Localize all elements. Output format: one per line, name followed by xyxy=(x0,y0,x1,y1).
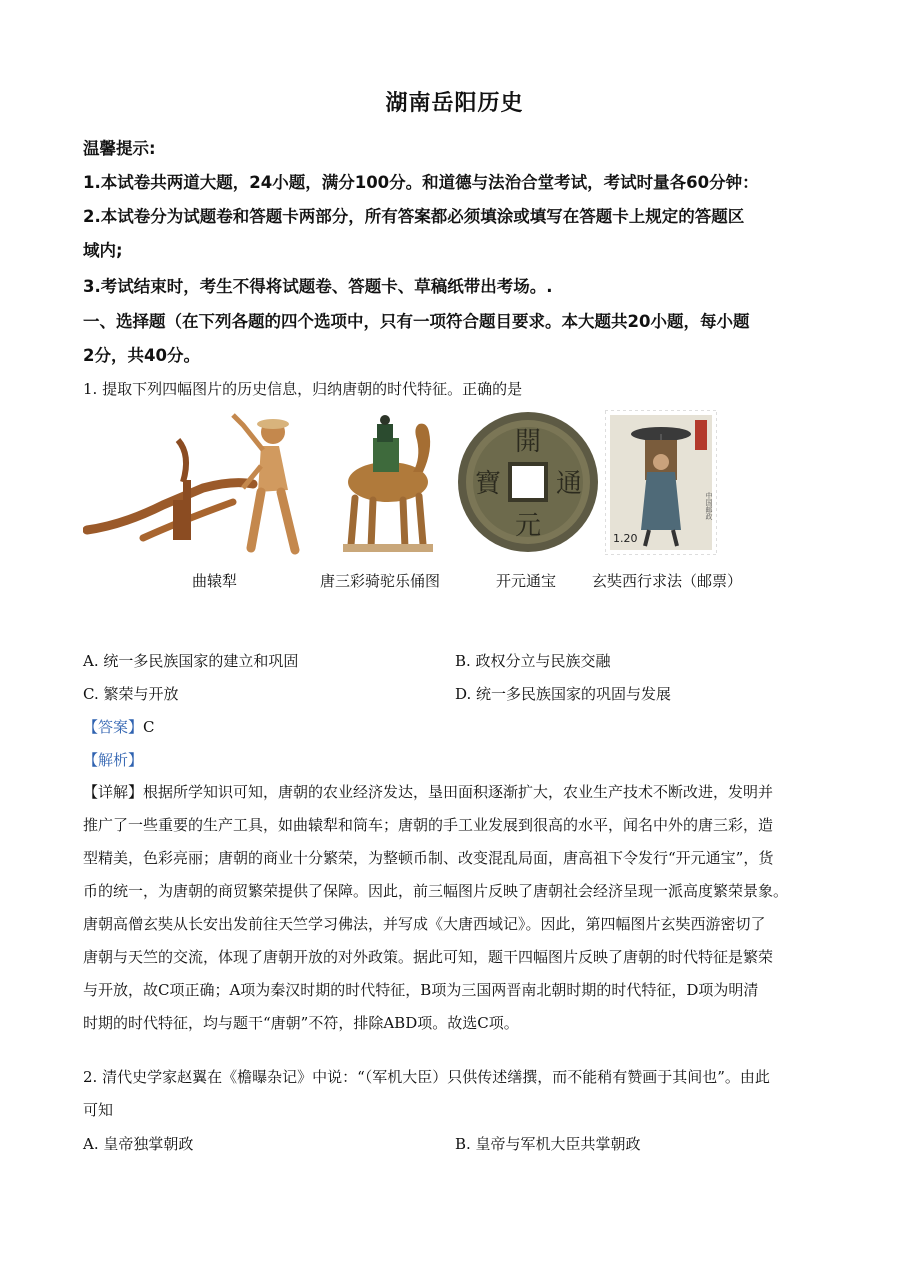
detail-line: 唐朝与天竺的交流，体现了唐朝开放的对外政策。据此可知，题干四幅图片反映了唐朝的时代特征是繁荣 xyxy=(83,948,774,966)
coin-char-bottom: 元 xyxy=(514,511,542,541)
detail-line: 唐朝高僧玄奘从长安出发前往天竺学习佛法，并写成《大唐西域记》。因此，第四幅图片玄奘西游密切了 xyxy=(83,915,766,933)
tip-line-1: 1.本试卷共两道大题，24小题，满分100分。和道德与法治合堂考试，考试时量各60分钟： xyxy=(83,173,759,192)
detail-line: 时期的时代特征，均与题干“唐朝”不符，排除ABD项。故选C项。 xyxy=(83,1014,519,1032)
tip-line-2a: 2.本试卷分为试题卷和答题卡两部分，所有答案都必须填涂或填写在答题卡上规定的答题区 xyxy=(83,207,745,226)
stamp-country: 中国邮政 xyxy=(705,492,713,520)
q1-detail xyxy=(83,776,843,1040)
q2-option-a: A. 皇帝独掌朝政 xyxy=(83,1135,194,1153)
stamp-image xyxy=(605,410,717,555)
q1-answer xyxy=(83,716,155,737)
q1-stem: 1. 提取下列四幅图片的历史信息，归纳唐朝的时代特征。正确的是 xyxy=(83,380,523,398)
caption-coin: 开元通宝 xyxy=(496,572,557,590)
plough-image xyxy=(83,410,313,560)
q2-option-b: B. 皇帝与军机大臣共掌朝政 xyxy=(455,1135,641,1153)
detail-line: 型精美，色彩亮丽；唐朝的商业十分繁荣，为整顿币制、改变混乱局面，唐高祖下令发行“开元通宝”，货 xyxy=(83,849,774,867)
q1-option-c: C. 繁荣与开放 xyxy=(83,685,179,703)
coin-char-top: 開 xyxy=(514,427,542,457)
stamp-value: 1.20 xyxy=(613,532,638,545)
q1-option-d: D. 统一多民族国家的巩固与发展 xyxy=(455,685,672,703)
coin-char-right: 通 xyxy=(555,469,583,499)
caption-camel: 唐三彩骑驼乐俑图 xyxy=(320,572,441,590)
q2-stem-b: 可知 xyxy=(83,1101,114,1119)
tips-heading: 温馨提示: xyxy=(83,139,156,158)
analysis-label: 【解析】 xyxy=(83,751,144,769)
tip-line-2b: 域内; xyxy=(83,241,123,260)
coin-char-left: 寶 xyxy=(474,469,502,499)
detail-line: 与开放，故C项正确；A项为秦汉时期的时代特征，B项为三国两晋南北朝时期的时代特征，D项为明清 xyxy=(83,981,759,999)
detail-line: 币的统一，为唐朝的商贸繁荣提供了保障。因此，前三幅图片反映了唐朝社会经济呈现一派高度繁荣景象。 xyxy=(83,882,789,900)
q1-option-a: A. 统一多民族国家的建立和巩固 xyxy=(83,652,299,670)
answer-label: 【答案】 xyxy=(83,718,144,736)
q2-stem-a: 2. 清代史学家赵翼在《檐曝杂记》中说：“（军机大臣）只供传述缮撰，而不能稍有赞画于其间也”。由此 xyxy=(83,1068,770,1086)
page-title: 湖南岳阳历史 xyxy=(385,91,524,116)
detail-line: 【详解】根据所学知识可知，唐朝的农业经济发达，垦田面积逐渐扩大，农业生产技术不断改进，发明并 xyxy=(83,783,774,801)
detail-line: 推广了一些重要的生产工具，如曲辕犁和筒车；唐朝的手工业发展到很高的水平，闻名中外的唐三彩，造 xyxy=(83,816,774,834)
section-heading-a: 一、选择题（在下列各题的四个选项中，只有一项符合题目要求。本大题共20小题，每小题 xyxy=(83,312,750,331)
camel-figurine-image xyxy=(333,410,443,560)
q1-option-b: B. 政权分立与民族交融 xyxy=(455,652,611,670)
caption-plough: 曲辕犁 xyxy=(192,572,238,590)
caption-stamp: 玄奘西行求法（邮票） xyxy=(592,572,743,590)
answer-value: C xyxy=(143,718,155,736)
section-heading-b: 2分，共40分。 xyxy=(83,346,200,365)
coin-image xyxy=(456,410,601,555)
tip-line-3: 3.考试结束时，考生不得将试题卷、答题卡、草稿纸带出考场。. xyxy=(83,277,553,296)
